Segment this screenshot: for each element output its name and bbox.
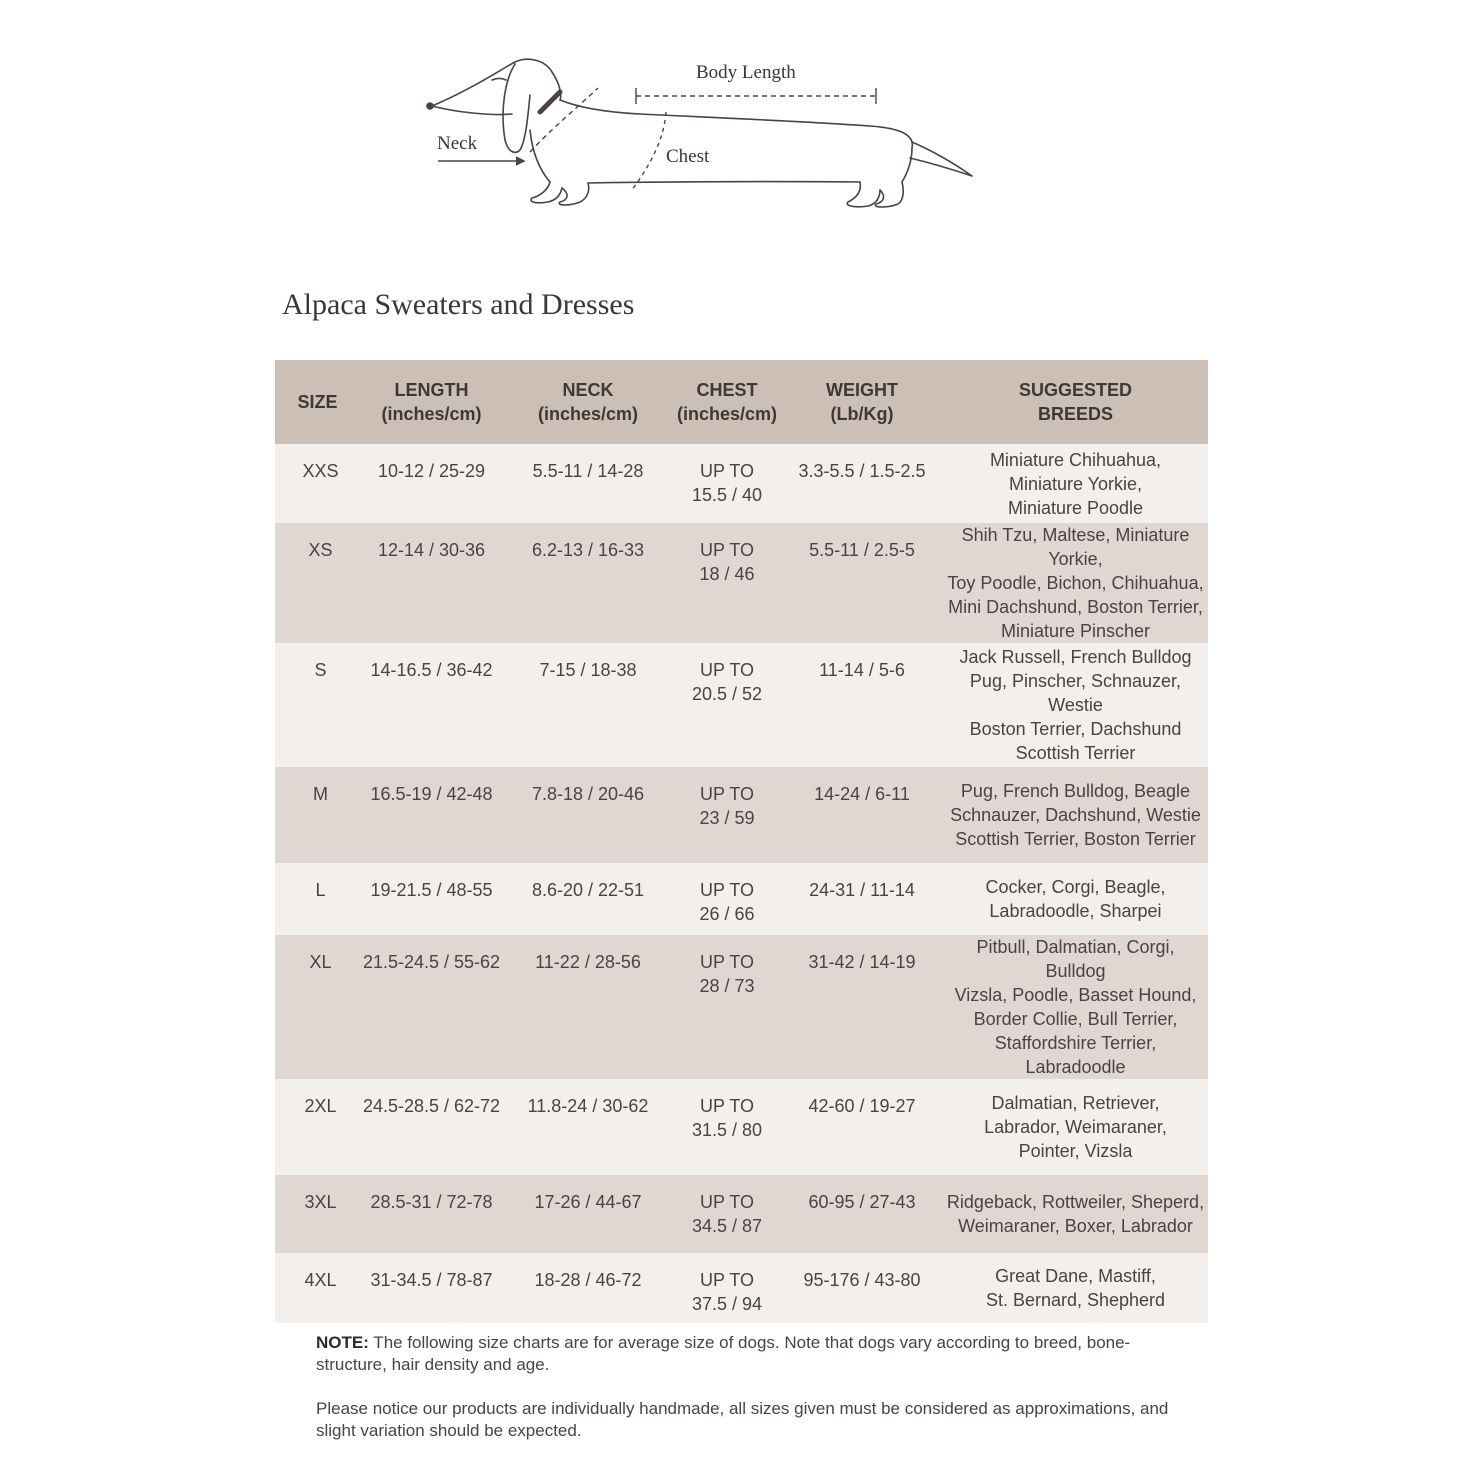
breed-line: Cocker, Corgi, Beagle, bbox=[985, 877, 1166, 897]
table-row bbox=[275, 1175, 1208, 1253]
breeds-cell bbox=[943, 935, 1208, 1079]
notes-section bbox=[316, 1332, 1176, 1464]
length-cell: 12-14 / 30-36 bbox=[360, 523, 503, 643]
breed-line: Scottish Terrier, Boston Terrier bbox=[955, 829, 1196, 849]
table-row bbox=[275, 643, 1208, 767]
chest-cell bbox=[673, 444, 781, 523]
breeds-cell bbox=[943, 863, 1208, 935]
breed-line: Pitbull, Dalmatian, Corgi, Bulldog bbox=[976, 937, 1175, 981]
breed-line: Dalmatian, Retriever, bbox=[991, 1093, 1160, 1113]
chest-cell bbox=[673, 523, 781, 643]
body-length-label: Body Length bbox=[696, 62, 796, 83]
header-length: LENGTH (inches/cm) bbox=[360, 360, 503, 444]
chest-value: 26 / 66 bbox=[699, 904, 755, 924]
breeds-cell bbox=[943, 767, 1208, 863]
table-row bbox=[275, 1079, 1208, 1175]
neck-cell: 7-15 / 18-38 bbox=[503, 643, 673, 767]
chest-prefix: UP TO bbox=[699, 540, 755, 560]
page-title: Alpaca Sweaters and Dresses bbox=[282, 288, 635, 321]
chest-cell bbox=[673, 935, 781, 1079]
weight-cell: 11-14 / 5-6 bbox=[781, 643, 943, 767]
weight-cell: 5.5-11 / 2.5-5 bbox=[781, 523, 943, 643]
handmade-note: Please notice our products are individually handmade, all sizes given must be considered as approximations, and slight variation should be expected. bbox=[316, 1399, 1169, 1440]
neck-cell: 7.8-18 / 20-46 bbox=[503, 767, 673, 863]
size-chart-table bbox=[275, 360, 1208, 1323]
chest-prefix: UP TO bbox=[699, 660, 755, 680]
note-label: NOTE: bbox=[316, 1333, 369, 1352]
breeds-cell bbox=[943, 1175, 1208, 1253]
breed-line: Miniature Chihuahua, bbox=[989, 449, 1162, 470]
breed-line: Staffordshire Terrier, Labradoodle bbox=[994, 1033, 1157, 1077]
breeds-cell bbox=[943, 1253, 1208, 1323]
chest-prefix: UP TO bbox=[699, 784, 755, 804]
chest-value: 28 / 73 bbox=[699, 976, 755, 996]
neck-cell: 6.2-13 / 16-33 bbox=[503, 523, 673, 643]
chest-cell bbox=[673, 1253, 781, 1323]
chest-cell bbox=[673, 767, 781, 863]
length-cell: 31-34.5 / 78-87 bbox=[360, 1253, 503, 1323]
breed-line: Border Collie, Bull Terrier, bbox=[973, 1009, 1178, 1029]
breed-line: Miniature Yorkie, bbox=[1008, 473, 1143, 494]
chest-prefix: UP TO bbox=[699, 1270, 755, 1290]
weight-cell: 24-31 / 11-14 bbox=[781, 863, 943, 935]
chest-value: 23 / 59 bbox=[699, 808, 755, 828]
size-cell: 3XL bbox=[275, 1175, 360, 1253]
length-cell: 10-12 / 25-29 bbox=[360, 444, 503, 523]
size-cell: 4XL bbox=[275, 1253, 360, 1323]
note-text: The following size charts are for average size of dogs. Note that dogs vary according to breed, bone-structure, hair density and age. bbox=[316, 1333, 1131, 1374]
neck-cell: 11-22 / 28-56 bbox=[503, 935, 673, 1079]
breeds-cell bbox=[943, 1079, 1208, 1175]
size-cell: XS bbox=[275, 523, 360, 643]
neck-cell: 5.5-11 / 14-28 bbox=[503, 444, 673, 523]
weight-cell: 60-95 / 27-43 bbox=[781, 1175, 943, 1253]
breed-line: Labradoodle, Sharpei bbox=[989, 901, 1162, 921]
neck-label: Neck bbox=[437, 133, 478, 154]
chest-prefix: UP TO bbox=[699, 1192, 755, 1212]
length-cell: 19-21.5 / 48-55 bbox=[360, 863, 503, 935]
table-row bbox=[275, 1253, 1208, 1323]
table-row bbox=[275, 523, 1208, 643]
weight-cell: 95-176 / 43-80 bbox=[781, 1253, 943, 1323]
table-row bbox=[275, 444, 1208, 523]
neck-cell: 17-26 / 44-67 bbox=[503, 1175, 673, 1253]
dog-measurement-diagram bbox=[0, 0, 1480, 260]
size-cell: M bbox=[275, 767, 360, 863]
weight-cell: 42-60 / 19-27 bbox=[781, 1079, 943, 1175]
chest-value: 34.5 / 87 bbox=[691, 1216, 763, 1236]
chest-prefix: UP TO bbox=[699, 1096, 755, 1116]
chest-prefix: UP TO bbox=[699, 880, 755, 900]
breed-line: Miniature Pinscher bbox=[1000, 621, 1151, 641]
length-cell: 14-16.5 / 36-42 bbox=[360, 643, 503, 767]
chest-value: 37.5 / 94 bbox=[691, 1294, 763, 1314]
size-cell: XXS bbox=[275, 444, 360, 523]
chest-value: 15.5 / 40 bbox=[691, 485, 763, 505]
chest-prefix: UP TO bbox=[699, 952, 755, 972]
neck-cell: 11.8-24 / 30-62 bbox=[503, 1079, 673, 1175]
chest-prefix: UP TO bbox=[699, 461, 755, 481]
header-neck: NECK (inches/cm) bbox=[503, 360, 673, 444]
size-cell: 2XL bbox=[275, 1079, 360, 1175]
size-cell: XL bbox=[275, 935, 360, 1079]
chest-cell bbox=[673, 1079, 781, 1175]
breeds-cell bbox=[943, 444, 1208, 523]
breed-line: Vizsla, Poodle, Basset Hound, bbox=[954, 985, 1197, 1005]
chest-cell bbox=[673, 863, 781, 935]
length-cell: 16.5-19 / 42-48 bbox=[360, 767, 503, 863]
breed-line: Shih Tzu, Maltese, Miniature Yorkie, bbox=[961, 525, 1190, 569]
weight-cell: 3.3-5.5 / 1.5-2.5 bbox=[781, 444, 943, 523]
table-header-row bbox=[275, 360, 1208, 444]
table-row bbox=[275, 863, 1208, 935]
chest-label: Chest bbox=[666, 146, 710, 167]
size-cell: S bbox=[275, 643, 360, 767]
size-cell: L bbox=[275, 863, 360, 935]
breed-line: Pug, French Bulldog, Beagle bbox=[960, 781, 1191, 801]
breeds-cell bbox=[943, 643, 1208, 767]
weight-cell: 14-24 / 6-11 bbox=[781, 767, 943, 863]
chest-value: 20.5 / 52 bbox=[691, 684, 763, 704]
header-suggested-breeds: SUGGESTED BREEDS bbox=[943, 360, 1208, 444]
weight-cell: 31-42 / 14-19 bbox=[781, 935, 943, 1079]
length-cell: 28.5-31 / 72-78 bbox=[360, 1175, 503, 1253]
breed-line: St. Bernard, Shepherd bbox=[985, 1290, 1166, 1310]
breed-line: Great Dane, Mastiff, bbox=[995, 1266, 1156, 1286]
breed-line: Miniature Poodle bbox=[1007, 497, 1144, 518]
breed-line: Schnauzer, Dachshund, Westie bbox=[950, 805, 1201, 825]
chest-cell bbox=[673, 1175, 781, 1253]
breed-line: Weimaraner, Boxer, Labrador bbox=[958, 1216, 1193, 1236]
neck-cell: 18-28 / 46-72 bbox=[503, 1253, 673, 1323]
table-row bbox=[275, 935, 1208, 1079]
size-note bbox=[316, 1332, 1176, 1376]
table-row bbox=[275, 767, 1208, 863]
neck-cell: 8.6-20 / 22-51 bbox=[503, 863, 673, 935]
breed-line: Jack Russell, French Bulldog bbox=[959, 647, 1192, 667]
chest-cell bbox=[673, 643, 781, 767]
chest-value: 31.5 / 80 bbox=[691, 1120, 763, 1140]
breed-line: Labrador, Weimaraner, bbox=[984, 1117, 1167, 1137]
chest-value: 18 / 46 bbox=[699, 564, 755, 584]
breed-line: Pointer, Vizsla bbox=[1018, 1141, 1133, 1161]
breed-line: Ridgeback, Rottweiler, Sheperd, bbox=[946, 1192, 1205, 1212]
breeds-cell bbox=[943, 523, 1208, 643]
breed-line: Boston Terrier, Dachshund bbox=[969, 719, 1182, 739]
length-cell: 21.5-24.5 / 55-62 bbox=[360, 935, 503, 1079]
breed-line: Pug, Pinscher, Schnauzer, Westie bbox=[969, 671, 1182, 715]
header-size: SIZE bbox=[275, 360, 360, 444]
header-weight: WEIGHT (Lb/Kg) bbox=[781, 360, 943, 444]
header-chest: CHEST (inches/cm) bbox=[673, 360, 781, 444]
breed-line: Scottish Terrier bbox=[1015, 743, 1136, 763]
breed-line: Mini Dachshund, Boston Terrier, bbox=[948, 597, 1203, 617]
length-cell: 24.5-28.5 / 62-72 bbox=[360, 1079, 503, 1175]
breed-line: Toy Poodle, Bichon, Chihuahua, bbox=[947, 573, 1204, 593]
